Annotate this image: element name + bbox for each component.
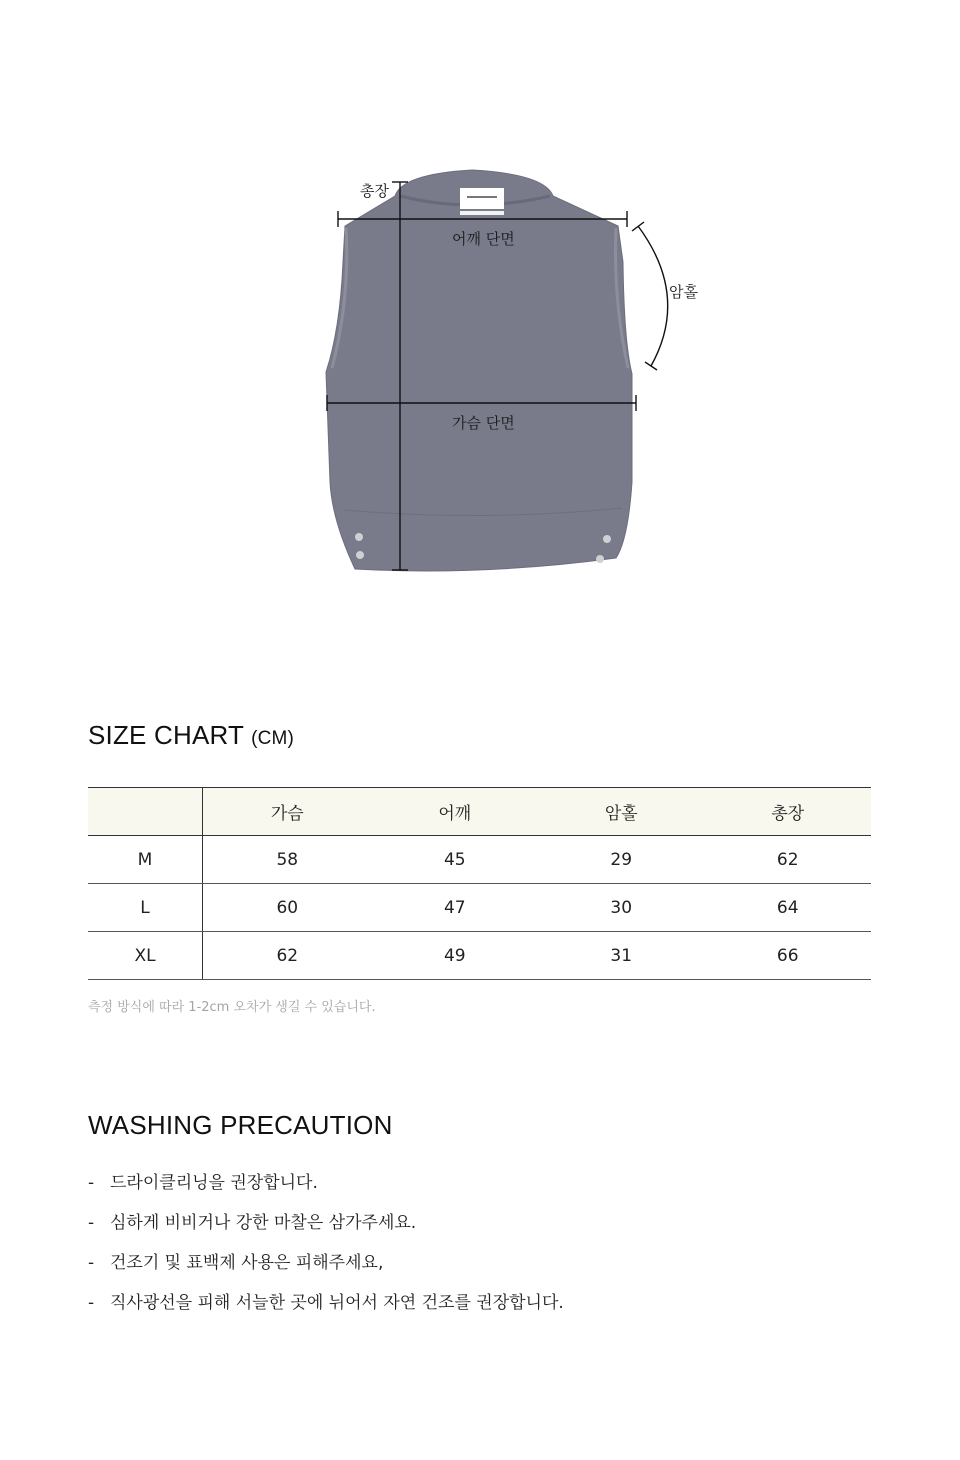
dash-marker: - [88,1253,95,1273]
armhole-measure-line [632,222,668,370]
list-item-text: 직사광선을 피해 서늘한 곳에 뉘어서 자연 건조를 권장합니다. [110,1293,564,1313]
size-chart-unit: (CM) [251,728,295,749]
dash-marker: - [88,1293,95,1313]
washing-title: WASHING PRECAUTION [88,1110,393,1140]
cell-length: 66 [704,932,871,980]
measurement-note: 측정 방식에 따라 1-2cm 오차가 생길 수 있습니다. [88,1000,376,1015]
cell-size: XL [88,932,203,980]
size-table [88,787,871,980]
cell-length: 64 [704,884,871,932]
cell-size: M [88,836,203,884]
table-header-row [88,788,871,836]
cell-chest: 58 [203,836,372,884]
snap-button [355,533,363,541]
table-row [88,836,871,884]
cell-shoulder: 49 [372,932,538,980]
header-cell-chest: 가슴 [203,788,372,836]
label-chest: 가슴 단면 [452,414,515,432]
table-row [88,884,871,932]
label-shoulder: 어깨 단면 [452,230,515,248]
cell-armhole: 30 [538,884,704,932]
cell-length: 62 [704,836,871,884]
cell-armhole: 31 [538,932,704,980]
size-chart-title [88,720,294,751]
list-item [88,1168,564,1208]
size-chart-title-text: SIZE CHART [88,720,244,750]
garment-diagram [0,0,960,620]
list-item-text: 건조기 및 표백제 사용은 피해주세요, [110,1253,384,1273]
cell-chest: 62 [203,932,372,980]
cell-shoulder: 47 [372,884,538,932]
list-item [88,1208,564,1248]
label-armhole: 암홀 [669,283,698,301]
washing-list [88,1168,564,1328]
header-cell-size [88,788,203,836]
header-cell-shoulder: 어깨 [372,788,538,836]
neck-label [460,188,504,209]
dash-marker: - [88,1213,95,1233]
table-row [88,932,871,980]
list-item [88,1288,564,1328]
vest-illustration [0,0,960,620]
label-total-length: 총장 [360,182,389,200]
cell-armhole: 29 [538,836,704,884]
cell-size: L [88,884,203,932]
header-cell-length: 총장 [704,788,871,836]
list-item [88,1248,564,1288]
cell-shoulder: 45 [372,836,538,884]
list-item-text: 드라이클리닝을 권장합니다. [110,1173,318,1193]
header-cell-armhole: 암홀 [538,788,704,836]
dash-marker: - [88,1173,95,1193]
cell-chest: 60 [203,884,372,932]
list-item-text: 심하게 비비거나 강한 마찰은 삼가주세요. [110,1213,417,1233]
